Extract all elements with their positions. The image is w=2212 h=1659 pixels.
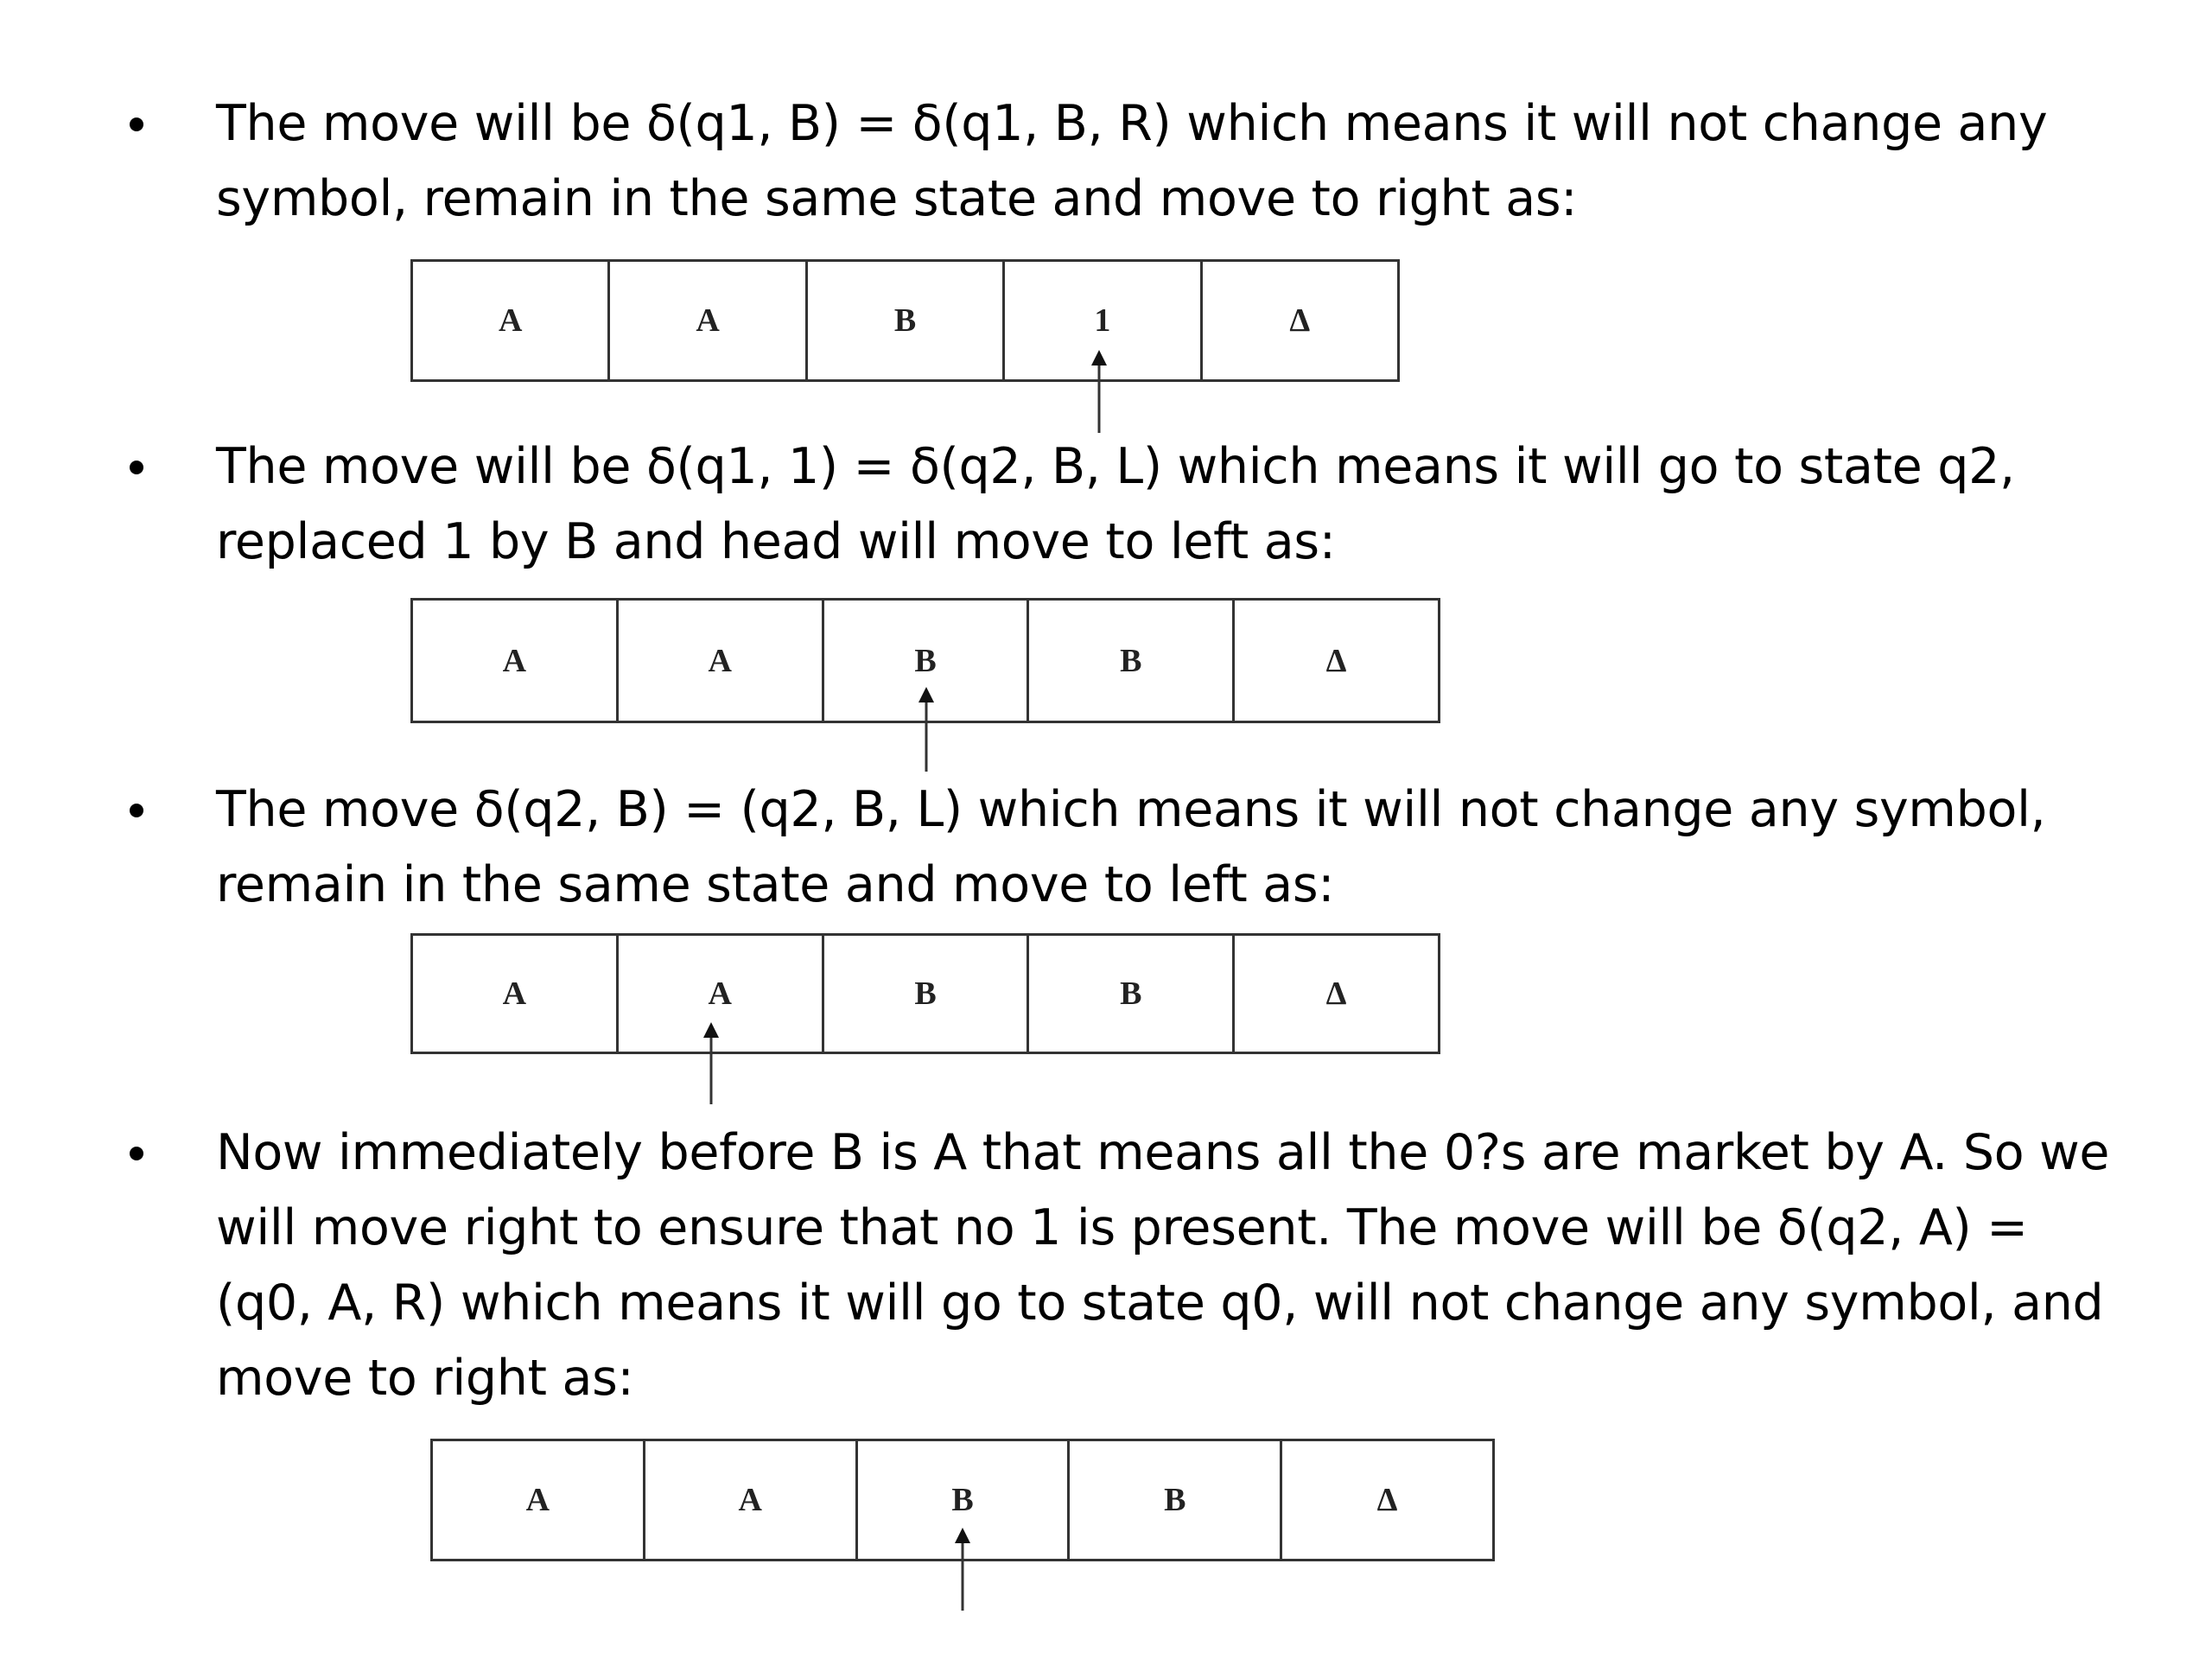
tape-head-arrow-icon <box>945 1528 980 1611</box>
tape-cell: B <box>1029 936 1235 1052</box>
tape-cell: B <box>1029 601 1235 721</box>
bullet-point <box>130 461 143 474</box>
bullet-point <box>130 804 143 817</box>
tape-cell: B <box>1070 1441 1282 1559</box>
step-2-text: The move will be δ(q1, 1) = δ(q2, B, L) which means it will go to state q2, replaced 1 by B and head will move to left as: <box>216 438 2015 570</box>
tape-cell: Δ <box>1289 302 1311 339</box>
tape-cell: Δ <box>1325 976 1347 1012</box>
tape-cell: B <box>824 601 1030 721</box>
tape-cell: A <box>413 262 610 379</box>
tape-head-arrow-icon <box>909 687 944 772</box>
tape-cell: 1 <box>1005 262 1202 379</box>
tape-cell: Δ <box>1376 1482 1398 1518</box>
step-4-text: Now immediately before B is A that means all the 0?s are market by A. So we will move right to ensure that no 1 is present. The move will be δ(q2, A) = (q0, A, R) which means it will go to state q0, will not change any symbol, and move to right as: <box>216 1124 2110 1407</box>
tape-cell: A <box>619 936 824 1052</box>
tape-cell: A <box>645 1441 858 1559</box>
tape-cell: B <box>824 936 1030 1052</box>
tape-cell: A <box>413 601 619 721</box>
tape-cell: B <box>808 262 1005 379</box>
tape-cell: A <box>413 936 619 1052</box>
tape-cell: Δ <box>1325 642 1347 679</box>
tape-3 <box>410 933 1440 1054</box>
tape-cell: A <box>433 1441 645 1559</box>
tape-head-arrow-icon <box>1082 350 1116 433</box>
step-1-text: The move will be δ(q1, B) = δ(q1, B, R) which means it will not change any symbol, remain in the same state and move to right as: <box>216 95 2048 227</box>
tape-head-arrow-icon <box>694 1022 728 1104</box>
bullet-point <box>130 118 143 131</box>
bullet-point <box>130 1147 143 1160</box>
tape-cell: A <box>619 601 824 721</box>
tape-cell: B <box>858 1441 1071 1559</box>
step-3-text: The move δ(q2, B) = (q2, B, L) which means it will not change any symbol, remain in the same state and move to left as: <box>216 781 2046 913</box>
tape-1 <box>410 259 1400 382</box>
tape-cell: A <box>610 262 807 379</box>
